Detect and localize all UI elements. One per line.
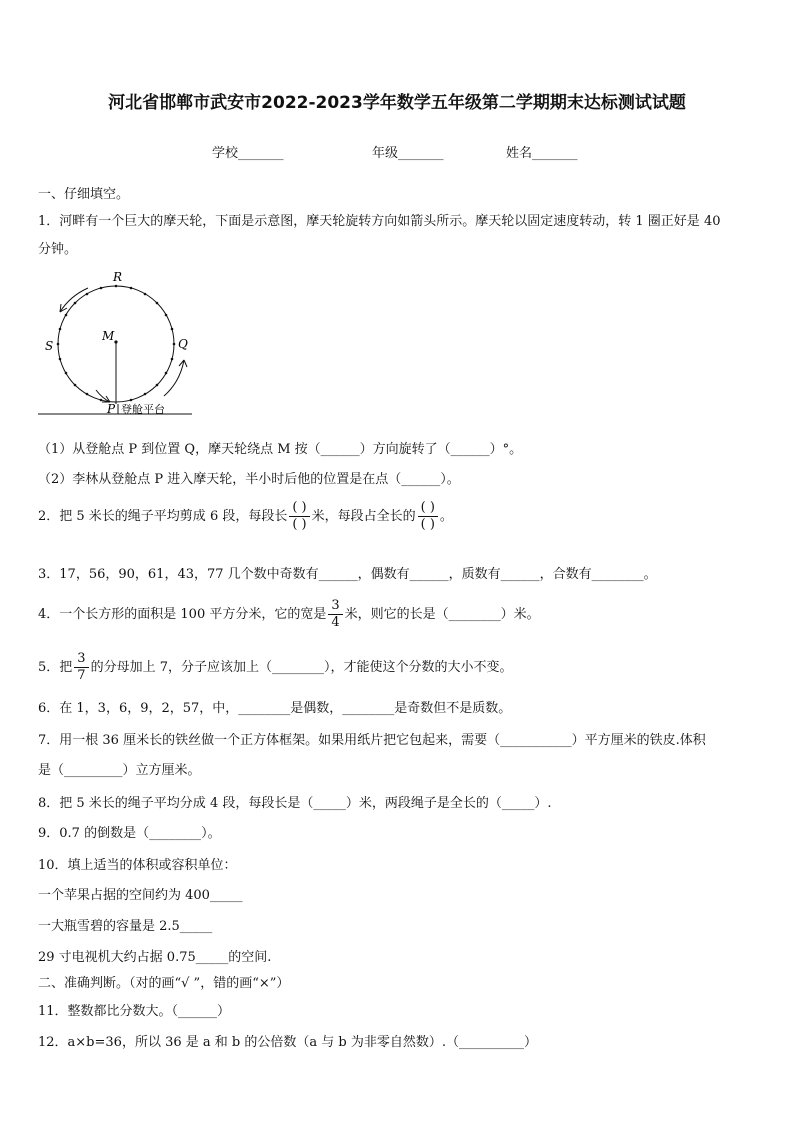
q2: 2．把 5 米长的绳子平均剪成 6 段，每段长 $\frac{( )}{( )}$ 米，每段占全长的 $\frac{( )}{( )}$ 。 — [38, 500, 453, 532]
label-q: Q — [178, 337, 188, 351]
q2-text-a: 2．把 5 米长的绳子平均剪成 6 段，每段长 — [38, 509, 288, 524]
q4-fraction: $\frac{3}{4}$ — [328, 598, 342, 631]
q5: 5．把 $\frac{3}{7}$ 的分母加上 7，分子应该加上（________），才能使这个分数的大小不变。 — [38, 651, 513, 683]
label-s: S — [45, 339, 54, 353]
q2-fraction-2: $\frac{( )}{( )}$ — [418, 500, 438, 533]
section-2-heading: 二、准确判断。（对的画“√ ”，错的画“×”） — [38, 976, 290, 991]
center-point — [114, 340, 117, 343]
q7-line1: 7．用一根 36 厘米长的铁丝做一个正方体框架。如果用纸片把它包起来，需要（___________）平方厘米的铁皮.体积 — [38, 733, 706, 748]
q4: 4．一个长方形的面积是 100 平方分米，它的宽是 $\frac{3}{4}$ 米，则它的长是（________）米。 — [38, 598, 540, 630]
grade-field: 年级_______ — [372, 146, 444, 161]
q2-text-b: 米，每段占全长的 — [311, 509, 416, 524]
school-field: 学校_______ — [212, 146, 284, 161]
q10-heading: 10．填上适当的体积或容积单位： — [38, 858, 237, 873]
q1-sub1: （1）从登舱点 P 到位置 Q，摩天轮绕点 M 按（______）方向旋转了（______）°。 — [38, 442, 523, 457]
label-m: M — [102, 329, 115, 343]
q9: 9．0.7 的倒数是（________）。 — [38, 826, 221, 841]
label-p: P — [107, 402, 116, 416]
q10-item-c: 29 寸电视机大约占据 0.75_____的空间. — [38, 950, 272, 965]
q1-sub2: （2）李林从登舱点 P 进入摩天轮，半小时后他的位置是在点（______）。 — [38, 472, 460, 487]
platform-label: 登舱平台 — [121, 403, 165, 416]
ferris-wheel-diagram — [30, 262, 205, 422]
name-field: 姓名_______ — [506, 146, 578, 161]
q8: 8．把 5 米长的绳子平均分成 4 段，每段长是（_____）米，两段绳子是全长的（_____）. — [38, 796, 552, 811]
q1-text-line2: 分钟。 — [38, 242, 78, 257]
q10-item-b: 一大瓶雪碧的容量是 2.5_____ — [38, 919, 213, 934]
rotation-arrow-right-icon — [164, 360, 184, 396]
q11: 11．整数都比分数大。（______） — [38, 1004, 231, 1019]
q2-fraction-1: $\frac{( )}{( )}$ — [289, 500, 309, 533]
q7-line2: 是（_________）立方厘米。 — [38, 763, 201, 778]
q12: 12．a×b=36，所以 36 是 a 和 b 的公倍数（a 与 b 为非零自然数）.（__________） — [38, 1035, 537, 1050]
page-title: 河北省邯郸市武安市2022-2023学年数学五年级第二学期期末达标测试试题 — [108, 93, 686, 113]
q10-item-a: 一个苹果占据的空间约为 400_____ — [38, 888, 243, 903]
section-1-heading: 一、仔细填空。 — [38, 187, 130, 202]
q5-fraction: $\frac{3}{7}$ — [74, 651, 88, 684]
q3: 3．17，56，90，61，43，77 几个数中奇数有______，偶数有______，质数有______，合数有________。 — [38, 567, 657, 582]
label-r: R — [113, 270, 123, 284]
q6: 6．在 1，3，6，9，2，57，中，________是偶数，________是奇数但不是质数。 — [38, 701, 512, 716]
rotation-arrow-top-icon — [60, 288, 88, 312]
q1-text-line1: 1．河畔有一个巨大的摩天轮，下面是示意图，摩天轮旋转方向如箭头所示。摩天轮以固定速度转动，转 1 圈正好是 40 — [38, 214, 721, 229]
